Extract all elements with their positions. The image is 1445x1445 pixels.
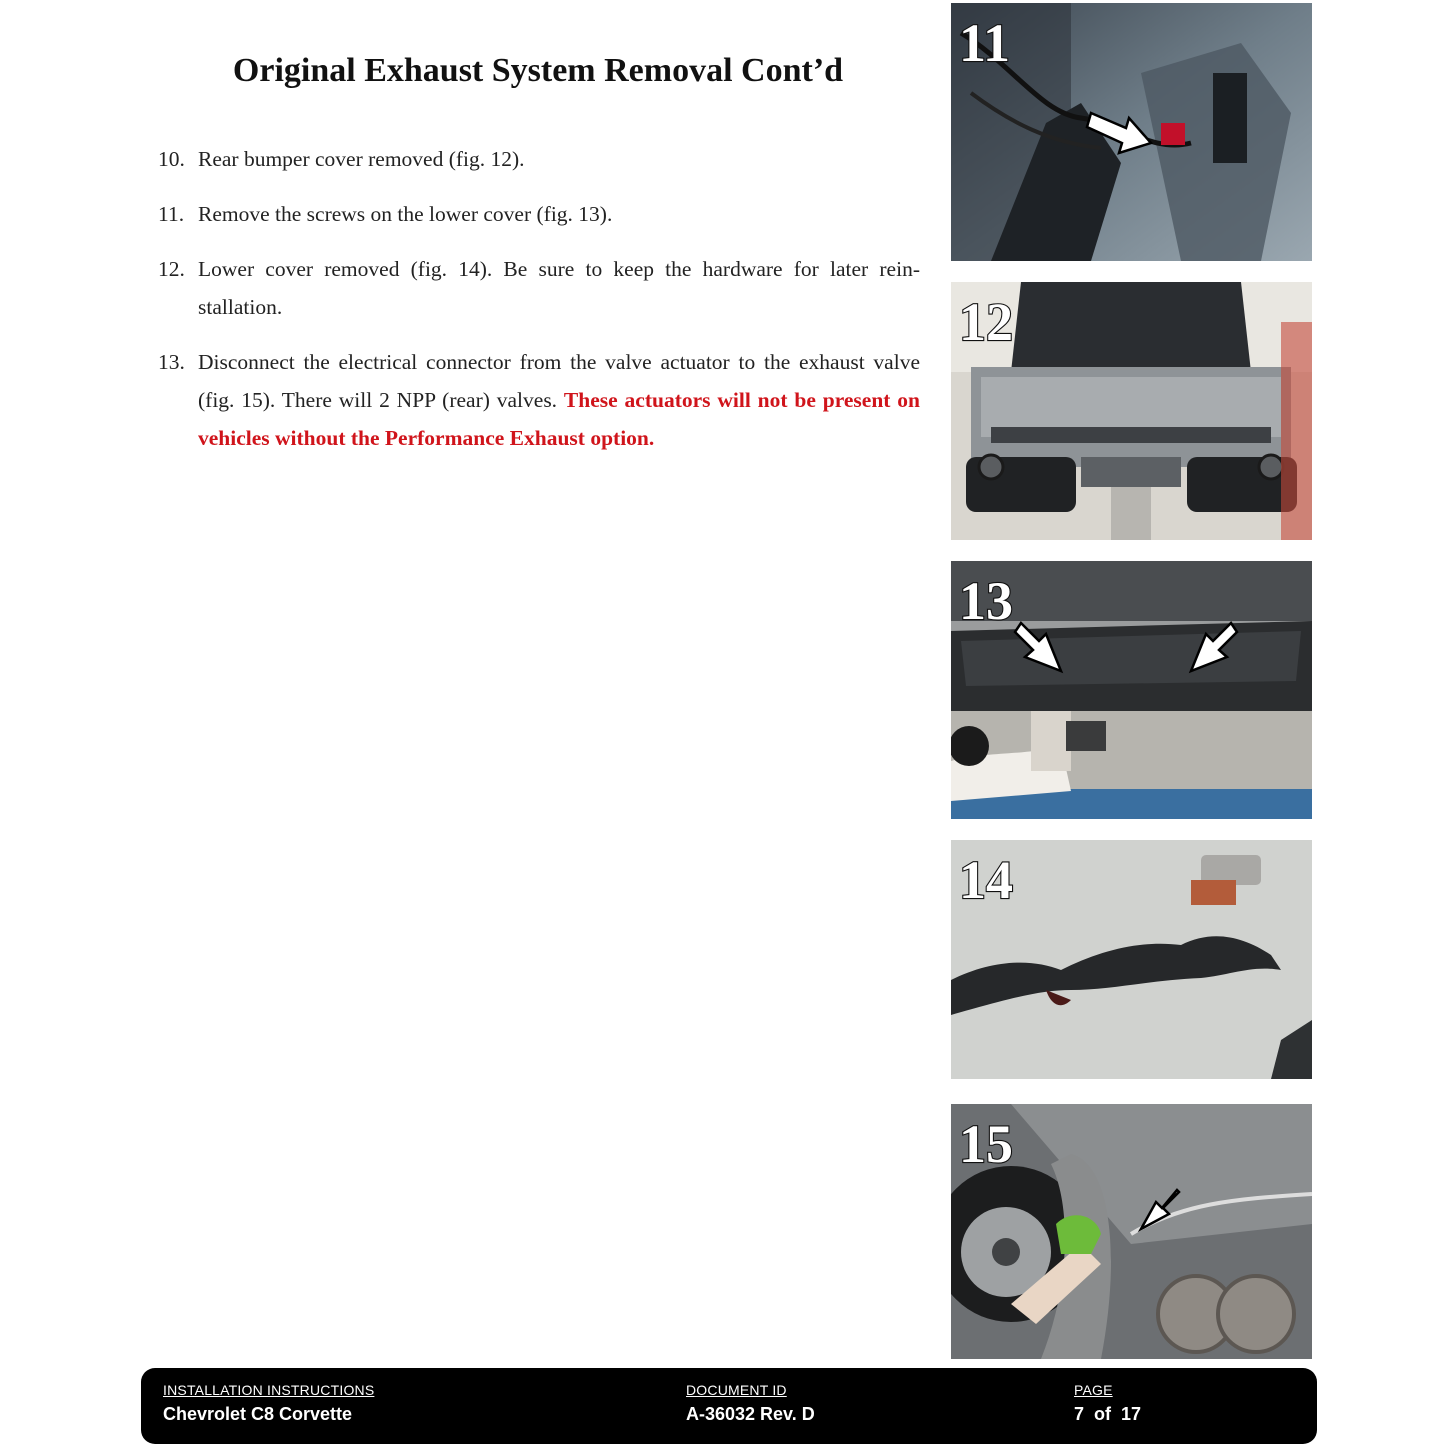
instruction-list xyxy=(158,140,920,474)
footer-vehicle: Chevrolet C8 Corvette xyxy=(163,1404,353,1424)
page-title: Original Exhaust System Removal Cont’d xyxy=(232,52,844,89)
instruction-step xyxy=(158,140,920,178)
figure-label: 15 xyxy=(959,1114,1013,1174)
footer-page-label: PAGE xyxy=(1074,1382,1113,1398)
footer-document-id xyxy=(686,1382,815,1425)
figure-11-photo xyxy=(951,3,1312,261)
step-text: Disconnect the electrical connector from the valve actuator to the exhaust valve (fig. 15). There will 2 NPP (rear) valves. xyxy=(198,350,920,412)
step-text-container xyxy=(198,343,920,457)
warning-text: These actuators will not be present on vehicles without the Performance Exhaust option. xyxy=(198,388,920,450)
figure-15-photo xyxy=(951,1104,1312,1359)
footer-installation xyxy=(163,1382,374,1425)
footer-document-id-value: A-36032 Rev. D xyxy=(686,1404,815,1424)
step-number: 10. xyxy=(158,147,185,171)
footer-page xyxy=(1074,1382,1141,1425)
figure-label: 12 xyxy=(959,292,1013,352)
figure-13-photo xyxy=(951,561,1312,819)
instruction-step xyxy=(158,195,920,233)
step-text: Remove the screws on the lower cover (fig. 13). xyxy=(198,202,613,226)
document-footer xyxy=(141,1368,1317,1444)
step-text: Lower cover removed (fig. 14). Be sure to keep the hardware for later rein-stallation. xyxy=(198,257,920,319)
step-number: 13. xyxy=(158,350,185,374)
figure-12-photo xyxy=(951,282,1312,540)
figure-14-photo xyxy=(951,840,1312,1079)
figure-label: 14 xyxy=(959,850,1013,910)
footer-document-id-label: DOCUMENT ID xyxy=(686,1382,787,1398)
footer-installation-label: INSTALLATION INSTRUCTIONS xyxy=(163,1382,375,1398)
step-number: 11. xyxy=(158,202,185,226)
instruction-step xyxy=(158,343,920,457)
step-text: Rear bumper cover removed (fig. 12). xyxy=(198,147,525,171)
step-number: 12. xyxy=(158,257,185,281)
figure-label: 13 xyxy=(959,571,1013,631)
figure-label: 11 xyxy=(959,13,1011,73)
footer-page-value: 7 of 17 xyxy=(1074,1404,1142,1424)
instruction-step xyxy=(158,250,920,326)
